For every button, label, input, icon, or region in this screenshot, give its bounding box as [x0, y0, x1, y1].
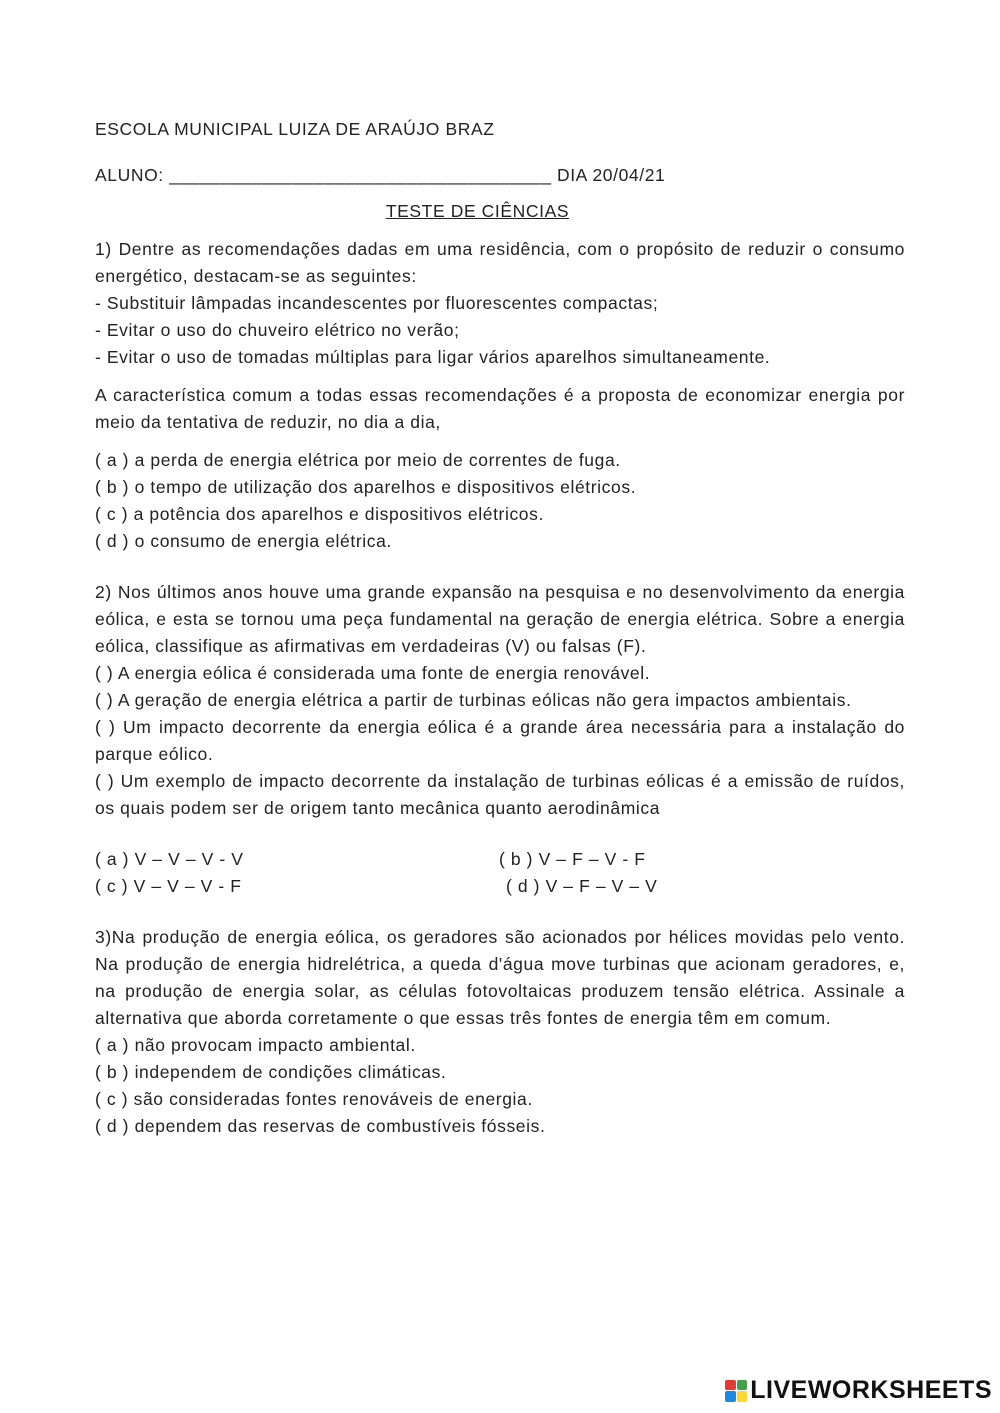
logo-square-yellow	[737, 1391, 748, 1402]
q2-option-b[interactable]: ( b ) V – F – V - F	[499, 849, 646, 869]
q1-statement: 1) Dentre as recomendações dadas em uma residência, com o propósito de reduzir o consumo energético, destacam-se as seguintes:	[95, 239, 905, 286]
logo-square-red	[725, 1380, 736, 1391]
test-title: TESTE DE CIÊNCIAS	[385, 201, 570, 221]
q1-option-a[interactable]: ( a ) a perda de energia elétrica por meio de correntes de fuga.	[95, 450, 621, 470]
q2-statement-4[interactable]: ( ) Um exemplo de impacto decorrente da instalação de turbinas eólicas é a emissão de ruídos, os quais podem ser de origem tanto mecânica quanto aerodinâmica	[95, 771, 905, 818]
q1-recommendation-3: - Evitar o uso de tomadas múltiplas para ligar vários aparelhos simultaneamente.	[95, 347, 771, 367]
q3-option-b[interactable]: ( b ) independem de condições climáticas.	[95, 1062, 447, 1082]
q1-option-d[interactable]: ( d ) o consumo de energia elétrica.	[95, 531, 392, 551]
q1-option-c[interactable]: ( c ) a potência dos aparelhos e dispositivos elétricos.	[95, 504, 544, 524]
liveworksheets-brand	[725, 1376, 992, 1405]
logo-square-blue	[725, 1391, 736, 1402]
q3-option-c[interactable]: ( c ) são consideradas fontes renováveis de energia.	[95, 1089, 533, 1109]
liveworksheets-logo-icon	[725, 1380, 747, 1402]
q1-prompt: A característica comum a todas essas recomendações é a proposta de economizar energia por meio da tentativa de reduzir, no dia a dia,	[95, 385, 905, 432]
q1-recommendation-1: - Substituir lâmpadas incandescentes por fluorescentes compactas;	[95, 293, 659, 313]
q2-statement-2[interactable]: ( ) A geração de energia elétrica a partir de turbinas eólicas não gera impactos ambientais.	[95, 690, 852, 710]
q3-option-a[interactable]: ( a ) não provocam impacto ambiental.	[95, 1035, 416, 1055]
school-name: ESCOLA MUNICIPAL LUIZA DE ARAÚJO BRAZ	[95, 119, 495, 139]
brand-name: LIVEWORKSHEETS	[750, 1376, 992, 1404]
student-name-date-line: ALUNO: _____________________________________ DIA 20/04/21	[95, 165, 666, 185]
q2-statement-3[interactable]: ( ) Um impacto decorrente da energia eólica é a grande área necessária para a instalação do parque eólico.	[95, 717, 905, 764]
q2-option-d[interactable]: ( d ) V – F – V – V	[506, 876, 658, 896]
q1-option-b[interactable]: ( b ) o tempo de utilização dos aparelhos e dispositivos elétricos.	[95, 477, 637, 497]
q2-option-a[interactable]: ( a ) V – V – V - V	[95, 849, 244, 869]
q2-statement-1[interactable]: ( ) A energia eólica é considerada uma fonte de energia renovável.	[95, 663, 651, 683]
q2-option-c[interactable]: ( c ) V – V – V - F	[95, 876, 242, 896]
worksheet-page	[95, 116, 905, 1140]
q2-options-grid	[95, 846, 905, 900]
q1-recommendation-2: - Evitar o uso do chuveiro elétrico no verão;	[95, 320, 460, 340]
q3-statement: 3)Na produção de energia eólica, os geradores são acionados por hélices movidas pelo vento. Na produção de energia hidrelétrica, a queda d'água move turbinas que acionam geradores, e, na produção de energia solar, as células fotovoltaicas produzem tensão elétrica. Assinale a alternativa que aborda corretamente o que essas três fontes de energia têm em comum.	[95, 927, 905, 1028]
q3-option-d[interactable]: ( d ) dependem das reservas de combustíveis fósseis.	[95, 1116, 546, 1136]
logo-square-green	[737, 1380, 748, 1391]
q2-statement: 2) Nos últimos anos houve uma grande expansão na pesquisa e no desenvolvimento da energia eólica, e esta se tornou uma peça fundamental na geração de energia elétrica. Sobre a energia eólica, classifique as afirmativas em verdadeiras (V) ou falsas (F).	[95, 582, 905, 656]
